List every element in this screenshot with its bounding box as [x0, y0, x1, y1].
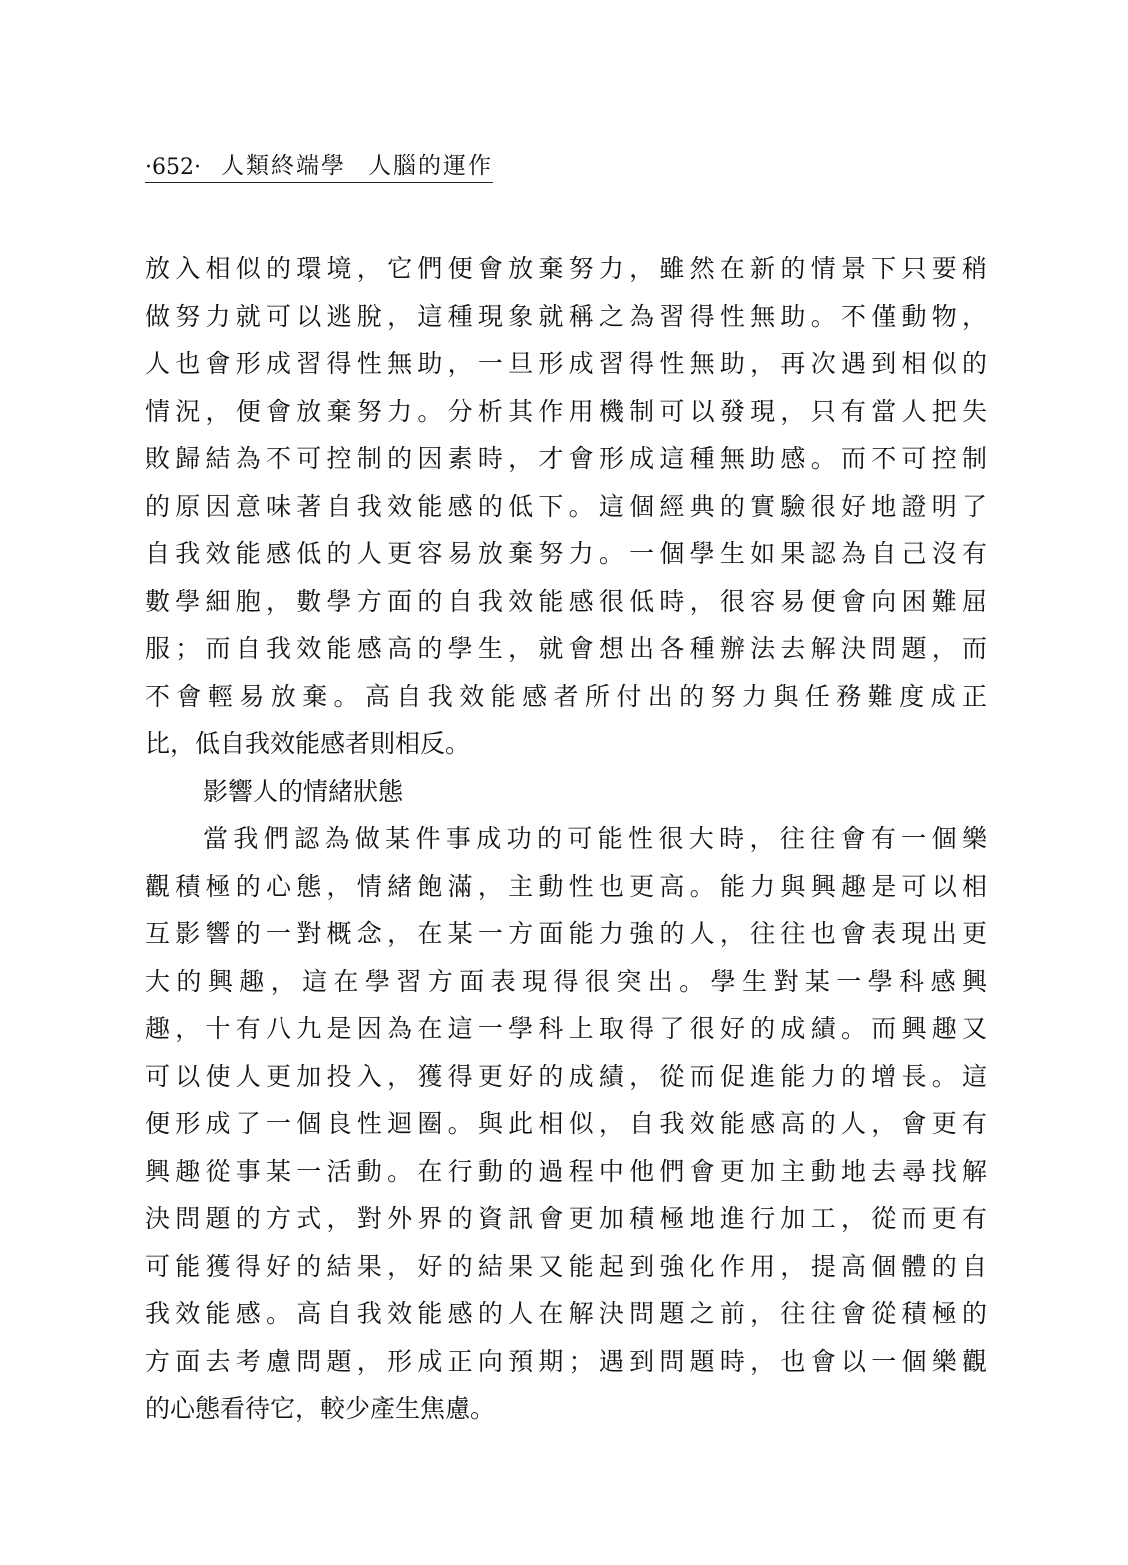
text-line: 比，低自我效能感者則相反。	[145, 729, 471, 758]
running-header	[145, 146, 493, 183]
text-line: 敗歸結為不可控制的因素時，才會形成這種無助感。而不可控制	[145, 444, 987, 473]
text-line: 興趣從事某一活動。在行動的過程中他們會更加主動地去尋找解	[145, 1156, 987, 1186]
chapter-title: 人腦的運作	[367, 153, 493, 179]
text-line: 自我效能感低的人更容易放棄努力。一個學生如果認為自己沒有	[145, 539, 987, 568]
text-line: 的心態看待它，較少產生焦慮。	[145, 1394, 496, 1423]
text-line: 做努力就可以逃脫，這種現象就稱之為習得性無助。不僅動物，	[145, 301, 987, 331]
text-line: 決問題的方式，對外界的資訊會更加積極地進行加工，從而更有	[145, 1204, 987, 1233]
text-line: 趣，十有八九是因為在這一學科上取得了很好的成績。而興趣又	[145, 1014, 987, 1043]
text-line: 服；而自我效能感高的學生，就會想出各種辦法去解決問題，而	[145, 634, 987, 663]
text-line: 方面去考慮問題，形成正向預期；遇到問題時，也會以一個樂觀	[145, 1346, 987, 1376]
text-line: 人也會形成習得性無助，一旦形成習得性無助，再次遇到相似的	[145, 349, 987, 378]
text-line: 大的興趣，這在學習方面表現得很突出。學生對某一學科感興	[145, 966, 987, 996]
text-line: 可能獲得好的結果，好的結果又能起到強化作用，提高個體的自	[145, 1251, 987, 1281]
text-line: 不會輕易放棄。高自我效能感者所付出的努力與任務難度成正	[145, 681, 987, 711]
text-line: 互影響的一對概念，在某一方面能力強的人，往往也會表現出更	[145, 919, 987, 948]
body-text	[145, 245, 987, 1433]
book-title: 人類終端學	[220, 153, 346, 179]
text-line: 觀積極的心態，情緒飽滿，主動性也更高。能力與興趣是可以相	[145, 871, 987, 901]
text-line: 放入相似的環境，它們便會放棄努力，雖然在新的情景下只要稍	[145, 254, 987, 283]
text-line: 的原因意味著自我效能感的低下。這個經典的實驗很好地證明了	[145, 491, 987, 521]
text-line: 我效能感。高自我效能感的人在解決問題之前，往往會從積極的	[145, 1299, 987, 1328]
text-line: 可以使人更加投入，獲得更好的成績，從而促進能力的增長。這	[145, 1061, 987, 1091]
text-line: 數學細胞，數學方面的自我效能感很低時，很容易便會向困難屈	[145, 586, 987, 616]
section-heading: 影響人的情緒狀態	[203, 776, 404, 806]
text-line: 情況，便會放棄努力。分析其作用機制可以發現，只有當人把失	[145, 396, 987, 426]
text-line: 當我們認為做某件事成功的可能性很大時，往往會有一個樂	[203, 824, 987, 853]
page-number: ·652·	[145, 155, 201, 180]
text-line: 便形成了一個良性迴圈。與此相似，自我效能感高的人，會更有	[145, 1109, 987, 1138]
